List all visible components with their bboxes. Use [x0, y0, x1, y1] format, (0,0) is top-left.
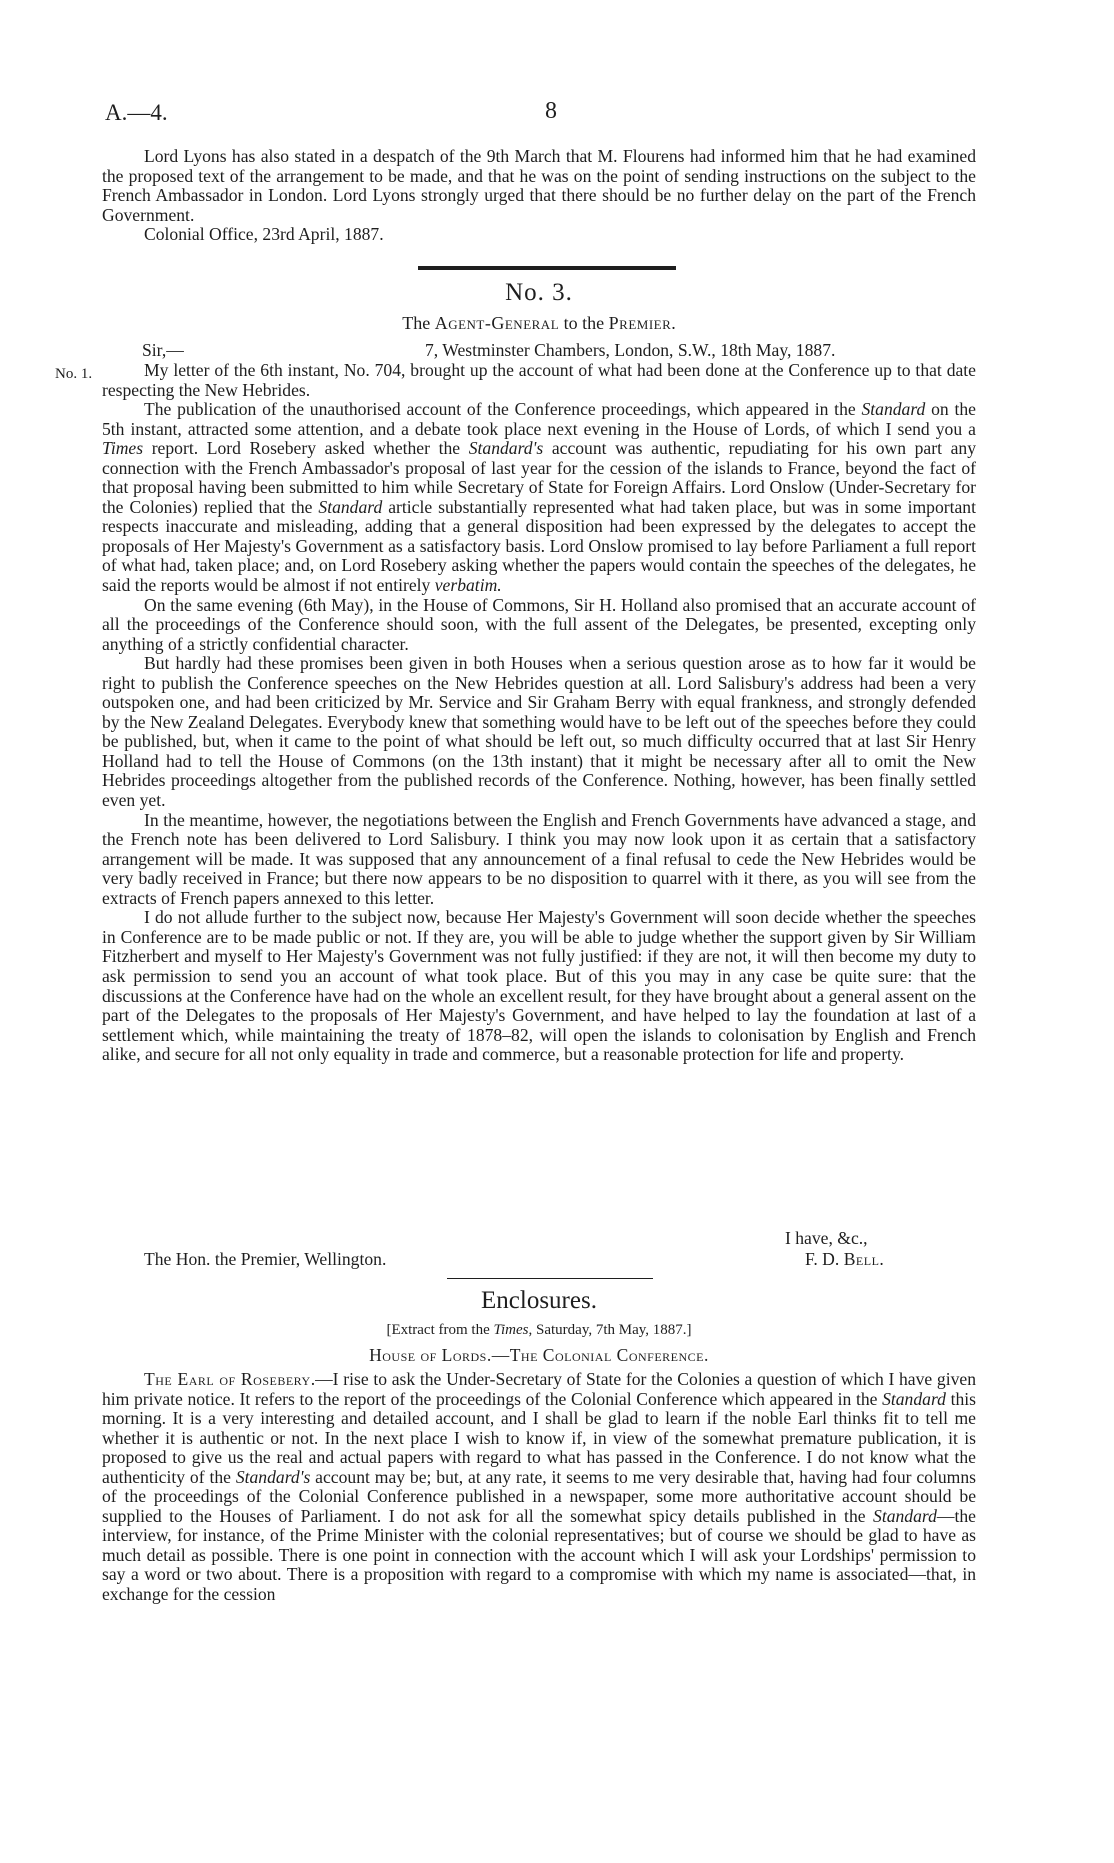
intro-text: [102, 147, 976, 245]
speech-paragraph: The Earl of Rosebery.—I rise to ask the Under-Secretary of State for the Colonies a question of which I have given him private notice. It refers to the report of the proceedings of the Colonial Conference which appeared in the Standard this morning. It is a very interesting and detailed account, and I shall be glad to learn if the noble Earl thinks fit to tell me whether it is authentic or not. In the next place I wish to know if, in view of the somewhat premature publication, it is proposed to give us the real and actual papers with regard to what has passed in the Conference. I do not know what the authenticity of the Standard's account may be; but, at any rate, it seems to me very desirable that, having had four columns of the proceedings of the Colonial Conference published in a newspaper, some more authoritative account should be supplied to the Houses of Parliament. I do not ask for all the somewhat spicy details published in the Standard—the interview, for instance, of the Prime Minister with the colonial representatives; but of course we should be glad to have as much detail as possible. There is one point in connection with the account which I will ask your Lordships' permission to say a word or two about. There is a proposition with regard to a compromise with which my name is associated—that, in exchange for the cession: [102, 1369, 976, 1605]
enclosures-title: Enclosures.: [481, 1287, 597, 1314]
margin-reference: No. 1.: [55, 366, 93, 382]
salutation-line: [142, 340, 976, 361]
letter-number: No. 3.: [505, 279, 573, 306]
paper-reference: A.—4.: [105, 100, 168, 125]
section-divider: [447, 1278, 653, 1279]
letter-body: [102, 361, 976, 1065]
intro-date-line: Colonial Office, 23rd April, 1887.: [144, 224, 384, 245]
page-number: 8: [545, 98, 557, 124]
letter-paragraph: But hardly had these promises been given in both Houses when a serious question arose as to how far it would be right to publish the Conference speeches on the New Hebrides question at all. Lord Salisbury's address had been a very outspoken one, and had been criticized by Mr. Service and Sir Graham Berry with equal frankness, and strongly defended by the New Zealand Delegates. Everybody knew that something would have to be left out of the speeches before they could be published, but, when it came to the point of what should be left out, so much difficulty occurred that at last Sir Henry Holland had to tell the House of Commons (on the 13th instant) that it might be necessary after all to omit the New Hebrides proceedings altogether from the published records of the Conference. Nothing, however, has been finally settled even yet.: [102, 653, 976, 811]
letter-paragraph: The publication of the unauthorised account of the Conference proceedings, which appeared in the Standard on the 5th instant, attracted some attention, and a debate took place next evening in the House of Lords, of which I send you a Times report. Lord Rosebery asked whether the Standard's account was authentic, repudiating for his own part any connection with the French Ambassador's proposal of last year for the cession of the islands to France, beyond the fact of that proposal having been submitted to him while Secretary of State for Foreign Affairs. Lord Onslow (Under-Secretary for the Colonies) replied that the Standard article substantially represented what had taken place, but was in some important respects inaccurate and misleading, adding that a general disposition had been expressed by the delegates to accept the proposals of Her Majesty's Government as a satisfactory basis. Lord Onslow promised to lay before Parliament a full report of what had, taken place; and, on Lord Rosebery asking whether the papers would contain the speeches of the delegates, he said the reports would be almost if not entirely verbatim.: [102, 399, 976, 596]
addressee: The Hon. the Premier, Wellington.: [144, 1249, 387, 1269]
sender-address: 7, Westminster Chambers, London, S.W., 18th May, 1887.: [425, 340, 836, 360]
enclosure-heading: House of Lords.—The Colonial Conference.: [369, 1345, 709, 1365]
letter-heading: The Agent-General to the Premier.: [402, 313, 676, 333]
section-divider: [418, 266, 676, 270]
signature: F. D. Bell.: [805, 1249, 884, 1269]
enclosure-body: [102, 1370, 976, 1605]
letter-paragraph: I do not allude further to the subject now, because Her Majesty's Government will soon decide whether the speeches in Conference are to be made public or not. If they are, you will be able to judge whether the support given by Sir William Fitzherbert and myself to Her Majesty's Government was not fully justified: if they are not, it will then become my duty to ask permission to send you an account of what took place. But of this you may in any case be quite sure: that the discussions at the Conference have had on the whole an excellent result, for they have brought about a general assent on the part of the Delegates to the proposals of Her Majesty's Government, and have helped to lay the foundation at last of a settlement which, while maintaining the treaty of 1878–82, will open the islands to colonisation by English and French alike, and secure for all not only equality in trade and commerce, but a reasonable protection for life and property.: [102, 907, 976, 1065]
closing-formula: I have, &c.,: [785, 1228, 868, 1248]
letter-paragraph: On the same evening (6th May), in the House of Commons, Sir H. Holland also promised that an accurate account of all the proceedings of the Conference should soon, with the full assent of the Delegates, be presented, excepting only anything of a strictly confidential character.: [102, 594, 976, 654]
salutation: Sir,—: [142, 340, 184, 360]
extract-source: [Extract from the Times, Saturday, 7th May, 1887.]: [386, 1322, 692, 1338]
letter-paragraph: In the meantime, however, the negotiations between the English and French Governments have advanced a stage, and the French note has been delivered to Lord Salisbury. I think you may now look upon it as certain that a satisfactory arrangement will be made. It was supposed that any announcement of a final refusal to cede the New Hebrides would be very badly received in France; but there now appears to be no disposition to quarrel with it there, as you will see from the extracts of French papers annexed to this letter.: [102, 809, 976, 908]
intro-paragraph: Lord Lyons has also stated in a despatch of the 9th March that M. Flourens had informed him that he had examined the proposed text of the arrangement to be made, and that he was on the point of sending instructions on the subject to the French Ambassador in London. Lord Lyons strongly urged that there should be no further delay on the part of the French Government.: [102, 146, 976, 225]
letter-paragraph: My letter of the 6th instant, No. 704, brought up the account of what had been done at the Conference up to that date respecting the New Hebrides.: [102, 360, 976, 400]
